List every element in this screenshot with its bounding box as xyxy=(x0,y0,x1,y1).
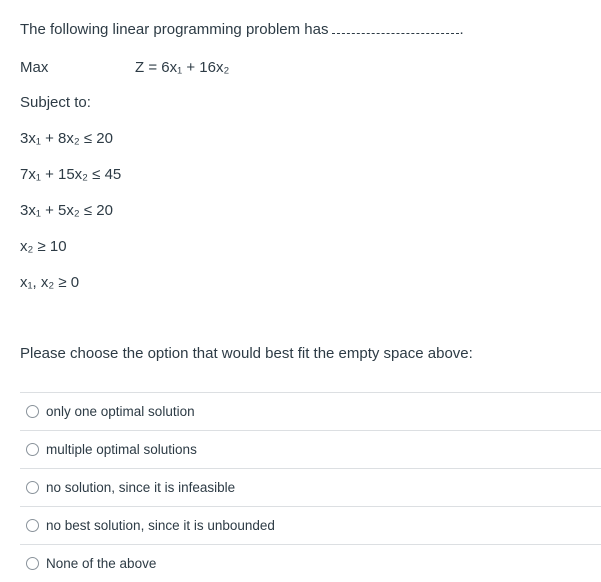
option-unbounded[interactable] xyxy=(20,506,601,544)
objective-label: Max xyxy=(20,59,49,76)
question-stem: The following linear programming problem has xyxy=(20,21,329,38)
choice-prompt: Please choose the option that would best fit the empty space above: xyxy=(20,345,473,362)
constraint-2: 7x₁ + 15x₂ ≤ 45 xyxy=(20,166,122,183)
constraint-1: 3x₁ + 8x₂ ≤ 20 xyxy=(20,130,113,147)
radio-button-icon[interactable] xyxy=(26,405,39,418)
option-label: no solution, since it is infeasible xyxy=(46,480,236,495)
option-infeasible[interactable] xyxy=(20,468,601,506)
option-only-one-optimal[interactable] xyxy=(20,392,601,430)
radio-button-icon[interactable] xyxy=(26,557,39,570)
question-end-mark: . xyxy=(459,21,464,38)
option-label: multiple optimal solutions xyxy=(46,442,197,457)
constraint-3: 3x₁ + 5x₂ ≤ 20 xyxy=(20,202,113,219)
radio-button-icon[interactable] xyxy=(26,519,39,532)
objective-expression: Z = 6x₁ + 16x₂ xyxy=(135,59,230,76)
answer-options xyxy=(20,392,601,582)
constraint-4: x₂ ≥ 10 xyxy=(20,238,67,255)
answer-blank xyxy=(332,22,459,34)
option-label: None of the above xyxy=(46,556,157,571)
radio-button-icon[interactable] xyxy=(26,443,39,456)
radio-button-icon[interactable] xyxy=(26,481,39,494)
option-label: no best solution, since it is unbounded xyxy=(46,518,275,533)
question-text xyxy=(20,21,464,38)
option-none-of-above[interactable] xyxy=(20,544,601,582)
subject-to-heading: Subject to: xyxy=(20,94,91,111)
constraint-5: x₁, x₂ ≥ 0 xyxy=(20,274,80,291)
option-label: only one optimal solution xyxy=(46,404,195,419)
option-multiple-optimal[interactable] xyxy=(20,430,601,468)
